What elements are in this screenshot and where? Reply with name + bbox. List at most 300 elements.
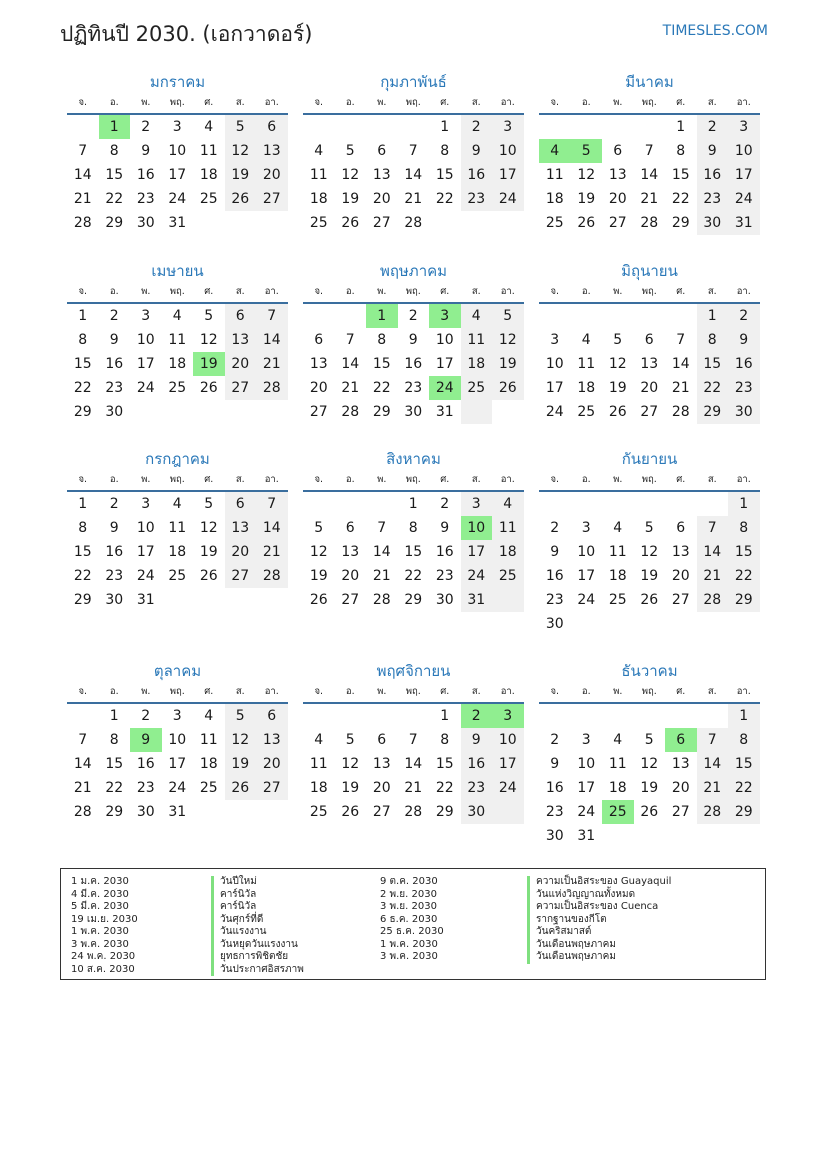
day-cell[interactable]: 21 (404, 780, 423, 796)
day-cell[interactable]: 23 (136, 191, 155, 207)
day-cell[interactable]: 5 (345, 732, 355, 748)
day-cell[interactable]: 30 (545, 616, 564, 632)
day-cell[interactable]: 19 (608, 380, 627, 396)
day-cell[interactable]: 15 (728, 540, 760, 564)
day-cell[interactable]: 11 (577, 356, 596, 372)
day-cell[interactable]: 24 (577, 804, 596, 820)
day-cell[interactable]: 21 (404, 191, 423, 207)
day-cell[interactable]: 18 (168, 356, 187, 372)
day-cell[interactable]: 17 (492, 752, 524, 776)
day-cell[interactable]: 14 (697, 752, 729, 776)
day-cell[interactable]: 6 (676, 520, 686, 536)
day-cell[interactable]: 16 (136, 167, 155, 183)
day-cell[interactable]: 28 (671, 404, 690, 420)
day-cell[interactable]: 30 (404, 404, 423, 420)
day-cell[interactable]: 23 (461, 776, 493, 800)
day-cell[interactable]: 24 (577, 592, 596, 608)
day-cell[interactable]: 1 (697, 304, 729, 328)
day-cell[interactable]: 21 (697, 776, 729, 800)
day-cell[interactable]: 22 (728, 776, 760, 800)
day-cell[interactable]: 11 (461, 328, 493, 352)
site-link[interactable]: TIMESLES.COM (662, 23, 768, 39)
day-cell[interactable]: 7 (377, 520, 387, 536)
day-cell[interactable]: 23 (545, 804, 564, 820)
day-cell[interactable]: 25 (199, 780, 218, 796)
day-cell[interactable]: 6 (225, 304, 257, 328)
day-cell[interactable]: 27 (309, 404, 328, 420)
day-cell[interactable]: 2 (141, 119, 151, 135)
day-cell[interactable]: 25 (309, 804, 328, 820)
day-cell[interactable]: 3 (172, 708, 182, 724)
day-cell[interactable]: 27 (640, 404, 659, 420)
day-cell[interactable]: 19 (199, 544, 218, 560)
day-cell[interactable]: 6 (644, 332, 654, 348)
day-cell[interactable]: 9 (141, 143, 151, 159)
day-cell[interactable]: 22 (105, 191, 124, 207)
day-cell[interactable]: 7 (697, 728, 729, 752)
day-cell[interactable]: 20 (341, 568, 360, 584)
day-cell[interactable]: 2 (109, 496, 119, 512)
day-cell[interactable]: 19 (341, 780, 360, 796)
day-cell[interactable]: 6 (613, 143, 623, 159)
day-cell[interactable]: 25 (608, 592, 627, 608)
day-cell[interactable]: 14 (697, 540, 729, 564)
day-cell[interactable]: 27 (341, 592, 360, 608)
day-cell[interactable]: 16 (105, 544, 124, 560)
day-cell[interactable]: 4 (581, 332, 591, 348)
day-cell[interactable]: 21 (697, 564, 729, 588)
day-cell[interactable]: 7 (345, 332, 355, 348)
day-cell[interactable]: 19 (225, 752, 257, 776)
day-cell[interactable]: 13 (309, 356, 328, 372)
day-cell[interactable]: 8 (109, 732, 119, 748)
day-cell[interactable]: 9 (109, 332, 119, 348)
day-cell[interactable]: 31 (728, 211, 760, 235)
day-cell[interactable]: 7 (676, 332, 686, 348)
day-cell[interactable]: 24 (168, 191, 187, 207)
day-cell[interactable]: 17 (577, 780, 596, 796)
day-cell[interactable]: 22 (73, 380, 92, 396)
day-cell[interactable]: 11 (545, 167, 564, 183)
day-cell[interactable]: 6 (345, 520, 355, 536)
day-cell[interactable]: 2 (461, 115, 493, 139)
day-cell[interactable]: 24 (492, 187, 524, 211)
day-cell[interactable]: 26 (199, 380, 218, 396)
day-cell[interactable]: 26 (608, 404, 627, 420)
day-cell[interactable]: 6 (665, 728, 697, 752)
day-cell[interactable]: 31 (577, 828, 596, 844)
day-cell[interactable]: 17 (168, 756, 187, 772)
day-cell[interactable]: 5 (492, 304, 524, 328)
day-cell[interactable]: 16 (697, 163, 729, 187)
day-cell[interactable]: 16 (728, 352, 760, 376)
day-cell[interactable]: 1 (440, 119, 450, 135)
day-cell[interactable]: 27 (671, 804, 690, 820)
day-cell[interactable]: 21 (341, 380, 360, 396)
day-cell[interactable]: 17 (728, 163, 760, 187)
day-cell[interactable]: 14 (640, 167, 659, 183)
day-cell[interactable]: 20 (225, 540, 257, 564)
day-cell[interactable]: 3 (581, 520, 591, 536)
day-cell[interactable]: 13 (372, 756, 391, 772)
day-cell[interactable]: 24 (461, 564, 493, 588)
day-cell[interactable]: 13 (372, 167, 391, 183)
day-cell[interactable]: 30 (136, 215, 155, 231)
day-cell[interactable]: 14 (73, 167, 92, 183)
day-cell[interactable]: 6 (225, 492, 257, 516)
day-cell[interactable]: 16 (545, 780, 564, 796)
day-cell[interactable]: 26 (640, 804, 659, 820)
day-cell[interactable]: 2 (141, 708, 151, 724)
day-cell[interactable]: 15 (435, 167, 454, 183)
day-cell[interactable]: 5 (204, 496, 214, 512)
day-cell[interactable]: 17 (461, 540, 493, 564)
day-cell[interactable]: 17 (577, 568, 596, 584)
day-cell[interactable]: 12 (577, 167, 596, 183)
day-cell[interactable]: 2 (109, 308, 119, 324)
day-cell[interactable]: 8 (78, 332, 88, 348)
day-cell[interactable]: 20 (372, 191, 391, 207)
day-cell[interactable]: 31 (136, 592, 155, 608)
day-cell[interactable]: 31 (168, 215, 187, 231)
day-cell[interactable]: 6 (377, 143, 387, 159)
day-cell[interactable]: 29 (697, 400, 729, 424)
day-cell[interactable]: 10 (435, 332, 454, 348)
day-cell[interactable]: 13 (225, 516, 257, 540)
day-cell[interactable]: 3 (492, 704, 524, 728)
day-cell[interactable]: 20 (608, 191, 627, 207)
day-cell[interactable]: 12 (640, 544, 659, 560)
day-cell[interactable]: 18 (608, 780, 627, 796)
day-cell[interactable]: 21 (73, 191, 92, 207)
day-cell[interactable]: 10 (577, 544, 596, 560)
day-cell[interactable]: 13 (671, 756, 690, 772)
day-cell[interactable]: 17 (136, 356, 155, 372)
day-cell[interactable]: 5 (644, 732, 654, 748)
day-cell[interactable]: 21 (671, 380, 690, 396)
day-cell[interactable]: 23 (545, 592, 564, 608)
day-cell[interactable]: 23 (404, 380, 423, 396)
day-cell[interactable]: 23 (461, 187, 493, 211)
day-cell[interactable]: 28 (372, 592, 391, 608)
day-cell[interactable]: 3 (141, 496, 151, 512)
day-cell[interactable]: 22 (728, 564, 760, 588)
day-cell[interactable]: 2 (697, 115, 729, 139)
day-cell[interactable]: 5 (571, 139, 603, 163)
day-cell[interactable]: 30 (105, 592, 124, 608)
day-cell[interactable]: 14 (372, 544, 391, 560)
day-cell[interactable]: 15 (73, 356, 92, 372)
day-cell[interactable]: 17 (492, 163, 524, 187)
day-cell[interactable]: 11 (168, 332, 187, 348)
day-cell[interactable]: 8 (697, 328, 729, 352)
day-cell[interactable]: 9 (408, 332, 418, 348)
day-cell[interactable]: 24 (429, 376, 461, 400)
day-cell[interactable]: 9 (550, 756, 560, 772)
day-cell[interactable]: 26 (492, 376, 524, 400)
day-cell[interactable]: 9 (461, 139, 493, 163)
day-cell[interactable]: 15 (105, 167, 124, 183)
day-cell[interactable]: 29 (435, 804, 454, 820)
day-cell[interactable]: 1 (440, 708, 450, 724)
day-cell[interactable]: 11 (309, 167, 328, 183)
day-cell[interactable]: 16 (545, 568, 564, 584)
day-cell[interactable]: 17 (435, 356, 454, 372)
day-cell[interactable]: 18 (461, 352, 493, 376)
day-cell[interactable]: 30 (545, 828, 564, 844)
day-cell[interactable]: 19 (193, 352, 225, 376)
day-cell[interactable]: 3 (429, 304, 461, 328)
day-cell[interactable]: 4 (492, 492, 524, 516)
day-cell[interactable]: 30 (461, 800, 493, 824)
day-cell[interactable]: 15 (728, 752, 760, 776)
day-cell[interactable]: 22 (372, 380, 391, 396)
day-cell[interactable]: 30 (105, 404, 124, 420)
day-cell[interactable]: 18 (545, 191, 564, 207)
day-cell[interactable]: 8 (377, 332, 387, 348)
day-cell[interactable]: 19 (640, 780, 659, 796)
day-cell[interactable]: 8 (78, 520, 88, 536)
day-cell[interactable]: 7 (697, 516, 729, 540)
day-cell[interactable]: 12 (309, 544, 328, 560)
day-cell[interactable]: 12 (608, 356, 627, 372)
day-cell[interactable]: 19 (640, 568, 659, 584)
day-cell[interactable]: 11 (608, 544, 627, 560)
day-cell[interactable]: 4 (539, 139, 571, 163)
day-cell[interactable]: 8 (728, 728, 760, 752)
day-cell[interactable]: 9 (550, 544, 560, 560)
day-cell[interactable]: 21 (73, 780, 92, 796)
day-cell[interactable]: 28 (73, 804, 92, 820)
day-cell[interactable]: 5 (644, 520, 654, 536)
day-cell[interactable]: 18 (309, 780, 328, 796)
day-cell[interactable]: 8 (728, 516, 760, 540)
day-cell[interactable]: 26 (341, 215, 360, 231)
day-cell[interactable]: 8 (676, 143, 686, 159)
day-cell[interactable]: 7 (408, 143, 418, 159)
day-cell[interactable]: 8 (440, 732, 450, 748)
day-cell[interactable]: 28 (697, 588, 729, 612)
day-cell[interactable]: 9 (728, 328, 760, 352)
day-cell[interactable]: 28 (404, 215, 423, 231)
day-cell[interactable]: 7 (256, 492, 288, 516)
day-cell[interactable]: 15 (372, 356, 391, 372)
day-cell[interactable]: 19 (309, 568, 328, 584)
day-cell[interactable]: 18 (199, 756, 218, 772)
day-cell[interactable]: 24 (168, 780, 187, 796)
day-cell[interactable]: 31 (168, 804, 187, 820)
day-cell[interactable]: 20 (309, 380, 328, 396)
day-cell[interactable]: 15 (435, 756, 454, 772)
day-cell[interactable]: 5 (613, 332, 623, 348)
day-cell[interactable]: 26 (225, 776, 257, 800)
day-cell[interactable]: 3 (141, 308, 151, 324)
day-cell[interactable]: 27 (225, 376, 257, 400)
day-cell[interactable]: 3 (461, 492, 493, 516)
day-cell[interactable]: 26 (309, 592, 328, 608)
day-cell[interactable]: 23 (136, 780, 155, 796)
day-cell[interactable]: 2 (550, 732, 560, 748)
day-cell[interactable]: 24 (136, 568, 155, 584)
day-cell[interactable]: 1 (728, 704, 760, 728)
day-cell[interactable]: 13 (256, 728, 288, 752)
day-cell[interactable]: 31 (461, 588, 493, 612)
day-cell[interactable]: 28 (73, 215, 92, 231)
day-cell[interactable]: 8 (109, 143, 119, 159)
day-cell[interactable]: 13 (608, 167, 627, 183)
day-cell[interactable]: 2 (550, 520, 560, 536)
day-cell[interactable]: 16 (404, 356, 423, 372)
day-cell[interactable]: 5 (345, 143, 355, 159)
day-cell[interactable]: 3 (581, 732, 591, 748)
day-cell[interactable]: 30 (136, 804, 155, 820)
day-cell[interactable]: 17 (168, 167, 187, 183)
day-cell[interactable]: 14 (404, 167, 423, 183)
day-cell[interactable]: 2 (461, 704, 493, 728)
day-cell[interactable]: 1 (99, 115, 131, 139)
day-cell[interactable]: 14 (256, 328, 288, 352)
day-cell[interactable]: 25 (309, 215, 328, 231)
day-cell[interactable]: 26 (577, 215, 596, 231)
day-cell[interactable]: 29 (728, 800, 760, 824)
day-cell[interactable]: 10 (577, 756, 596, 772)
day-cell[interactable]: 14 (256, 516, 288, 540)
day-cell[interactable]: 16 (461, 163, 493, 187)
day-cell[interactable]: 14 (341, 356, 360, 372)
day-cell[interactable]: 19 (341, 191, 360, 207)
day-cell[interactable]: 6 (256, 704, 288, 728)
day-cell[interactable]: 9 (130, 728, 162, 752)
day-cell[interactable]: 22 (435, 780, 454, 796)
day-cell[interactable]: 9 (109, 520, 119, 536)
day-cell[interactable]: 25 (168, 380, 187, 396)
day-cell[interactable]: 14 (73, 756, 92, 772)
day-cell[interactable]: 9 (461, 728, 493, 752)
day-cell[interactable]: 28 (404, 804, 423, 820)
day-cell[interactable]: 30 (697, 211, 729, 235)
day-cell[interactable]: 29 (73, 592, 92, 608)
day-cell[interactable]: 12 (199, 332, 218, 348)
day-cell[interactable]: 1 (676, 119, 686, 135)
day-cell[interactable]: 25 (577, 404, 596, 420)
day-cell[interactable]: 22 (73, 568, 92, 584)
day-cell[interactable]: 3 (172, 119, 182, 135)
day-cell[interactable]: 10 (492, 728, 524, 752)
day-cell[interactable]: 10 (728, 139, 760, 163)
day-cell[interactable]: 1 (408, 496, 418, 512)
day-cell[interactable]: 5 (225, 704, 257, 728)
day-cell[interactable]: 28 (341, 404, 360, 420)
day-cell[interactable]: 26 (640, 592, 659, 608)
day-cell[interactable]: 1 (728, 492, 760, 516)
day-cell[interactable]: 6 (256, 115, 288, 139)
day-cell[interactable]: 27 (225, 564, 257, 588)
day-cell[interactable]: 12 (225, 139, 257, 163)
day-cell[interactable]: 20 (640, 380, 659, 396)
day-cell[interactable]: 30 (728, 400, 760, 424)
day-cell[interactable]: 18 (577, 380, 596, 396)
day-cell[interactable]: 10 (461, 516, 493, 540)
day-cell[interactable]: 1 (78, 496, 88, 512)
day-cell[interactable]: 10 (168, 732, 187, 748)
day-cell[interactable]: 19 (225, 163, 257, 187)
day-cell[interactable]: 25 (168, 568, 187, 584)
day-cell[interactable]: 22 (435, 191, 454, 207)
day-cell[interactable]: 16 (136, 756, 155, 772)
day-cell[interactable]: 7 (78, 143, 88, 159)
day-cell[interactable]: 20 (671, 780, 690, 796)
day-cell[interactable]: 27 (372, 804, 391, 820)
day-cell[interactable]: 1 (78, 308, 88, 324)
day-cell[interactable]: 29 (671, 215, 690, 231)
day-cell[interactable]: 15 (73, 544, 92, 560)
day-cell[interactable]: 4 (461, 304, 493, 328)
day-cell[interactable]: 21 (256, 352, 288, 376)
day-cell[interactable]: 28 (640, 215, 659, 231)
day-cell[interactable]: 10 (168, 143, 187, 159)
day-cell[interactable]: 9 (440, 520, 450, 536)
day-cell[interactable]: 20 (256, 163, 288, 187)
day-cell[interactable]: 2 (728, 304, 760, 328)
day-cell[interactable]: 15 (697, 352, 729, 376)
day-cell[interactable]: 4 (613, 520, 623, 536)
day-cell[interactable]: 24 (492, 776, 524, 800)
day-cell[interactable]: 18 (309, 191, 328, 207)
day-cell[interactable]: 16 (435, 544, 454, 560)
day-cell[interactable]: 28 (697, 800, 729, 824)
day-cell[interactable]: 25 (545, 215, 564, 231)
day-cell[interactable]: 4 (613, 732, 623, 748)
day-cell[interactable]: 3 (550, 332, 560, 348)
day-cell[interactable]: 27 (256, 776, 288, 800)
day-cell[interactable]: 26 (199, 568, 218, 584)
day-cell[interactable]: 15 (404, 544, 423, 560)
day-cell[interactable]: 18 (492, 540, 524, 564)
day-cell[interactable]: 2 (440, 496, 450, 512)
day-cell[interactable]: 16 (461, 752, 493, 776)
day-cell[interactable]: 29 (105, 804, 124, 820)
day-cell[interactable]: 17 (136, 544, 155, 560)
day-cell[interactable]: 12 (341, 756, 360, 772)
day-cell[interactable]: 23 (105, 380, 124, 396)
day-cell[interactable]: 13 (671, 544, 690, 560)
day-cell[interactable]: 7 (78, 732, 88, 748)
day-cell[interactable]: 12 (199, 520, 218, 536)
day-cell[interactable]: 7 (408, 732, 418, 748)
day-cell[interactable]: 3 (728, 115, 760, 139)
day-cell[interactable]: 21 (256, 540, 288, 564)
day-cell[interactable]: 13 (640, 356, 659, 372)
day-cell[interactable]: 13 (225, 328, 257, 352)
day-cell[interactable]: 27 (372, 215, 391, 231)
day-cell[interactable]: 26 (341, 804, 360, 820)
day-cell[interactable]: 5 (314, 520, 324, 536)
day-cell[interactable]: 29 (372, 404, 391, 420)
day-cell[interactable]: 20 (372, 780, 391, 796)
day-cell[interactable]: 26 (225, 187, 257, 211)
day-cell[interactable]: 4 (172, 496, 182, 512)
day-cell[interactable]: 3 (492, 115, 524, 139)
day-cell[interactable]: 12 (341, 167, 360, 183)
day-cell[interactable]: 29 (105, 215, 124, 231)
day-cell[interactable]: 6 (377, 732, 387, 748)
day-cell[interactable]: 25 (199, 191, 218, 207)
day-cell[interactable]: 30 (435, 592, 454, 608)
day-cell[interactable]: 22 (697, 376, 729, 400)
day-cell[interactable]: 20 (671, 568, 690, 584)
day-cell[interactable]: 29 (728, 588, 760, 612)
day-cell[interactable]: 28 (256, 376, 288, 400)
